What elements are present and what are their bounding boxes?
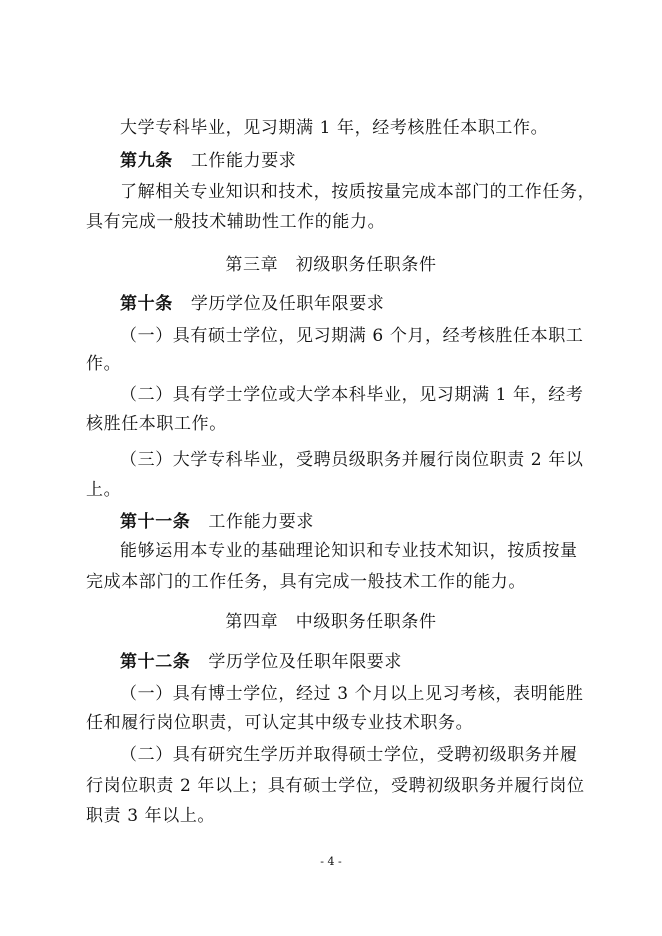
body-line: （二）具有学士学位或大学本科毕业，见习期满 1 年，经考 <box>120 385 584 405</box>
body-line: 能够运用本专业的基础理论知识和专业技术知识，按质按量 <box>120 541 578 561</box>
body-line: 行岗位职责 2 年以上；具有硕士学位，受聘初级职务并履行岗位 <box>86 776 585 796</box>
body-line: 职责 3 年以上。 <box>86 806 216 826</box>
body-line: 具有完成一般技术辅助性工作的能力。 <box>86 212 386 232</box>
body-line: （一）具有硕士学位，见习期满 6 个月，经考核胜任本职工 <box>120 326 584 346</box>
body-line: 上。 <box>86 480 122 500</box>
article-title: 学历学位及任职年限要求 <box>190 294 385 314</box>
article-heading-11 <box>120 511 620 533</box>
article-title: 工作能力要求 <box>208 512 315 532</box>
body-line: 任和履行岗位职责，可认定其中级专业技术职务。 <box>86 713 474 733</box>
body-line: （三）大学专科毕业，受聘员级职务并履行岗位职责 2 年以 <box>120 450 584 470</box>
body-line: 作。 <box>86 354 122 374</box>
body-line: 大学专科毕业，见习期满 1 年，经考核胜任本职工作。 <box>120 118 549 138</box>
page-number: - 4 - <box>320 855 342 868</box>
article-label: 第十条 <box>120 294 173 314</box>
article-title: 学历学位及任职年限要求 <box>208 652 403 672</box>
body-line: （一）具有博士学位，经过 3 个月以上见习考核，表明能胜 <box>120 684 584 704</box>
body-line: 完成本部门的工作任务，具有完成一般技术工作的能力。 <box>86 572 526 592</box>
article-label: 第九条 <box>120 151 173 171</box>
article-heading-10 <box>120 293 620 315</box>
article-label: 第十二条 <box>120 652 191 672</box>
body-line: 了解相关专业知识和技术，按质按量完成本部门的工作任务， <box>120 182 596 202</box>
chapter-heading-3: 第三章 初级职务任职条件 <box>225 255 437 275</box>
article-title: 工作能力要求 <box>190 151 297 171</box>
article-heading-12 <box>120 651 620 673</box>
article-heading-9 <box>120 150 620 172</box>
body-line: 核胜任本职工作。 <box>86 414 227 434</box>
chapter-heading-4: 第四章 中级职务任职条件 <box>225 612 437 632</box>
body-line: （二）具有研究生学历并取得硕士学位，受聘初级职务并履 <box>120 745 578 765</box>
article-label: 第十一条 <box>120 512 191 532</box>
